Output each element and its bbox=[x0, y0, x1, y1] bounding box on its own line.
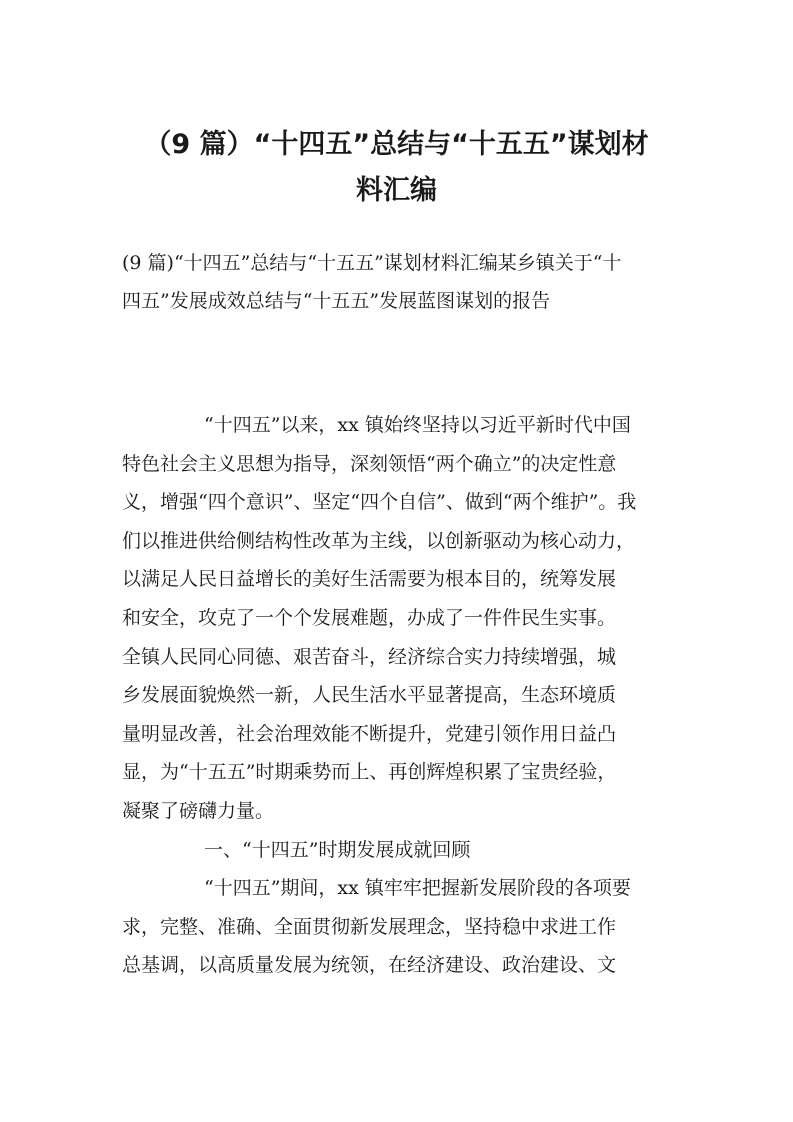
body-line-4: 们以推进供给侧结构性改革为主线，以创新驱动为核心动力， bbox=[122, 529, 636, 552]
section-heading: 一、“十四五”时期发展成就回顾 bbox=[204, 838, 471, 861]
body-line-14: 求，完整、准确、全面贯彻新发展理念，坚持稳中求进工作 bbox=[122, 915, 617, 938]
body-line-6: 和安全，攻克了一个个发展难题，办成了一件件民生实事。 bbox=[122, 606, 617, 629]
title-line-1: （9 篇）“十四五”总结与“十五五”谋划材 bbox=[144, 129, 649, 160]
body-line-3: 义，增强“四个意识”、坚定“四个自信”、做到“两个维护”。我 bbox=[122, 491, 637, 514]
body-line-13: “十四五”期间，xx 镇牢牢把握新发展阶段的各项要 bbox=[204, 877, 631, 900]
document-title bbox=[100, 122, 693, 214]
body-line-15: 总基调，以高质量发展为统领，在经济建设、政治建设、文 bbox=[122, 954, 617, 977]
body-line-5: 以满足人民日益增长的美好生活需要为根本目的，统筹发展 bbox=[122, 568, 617, 591]
body-line-1: “十四五”以来，xx 镇始终坚持以习近平新时代中国 bbox=[204, 414, 631, 436]
body-line-9: 量明显改善，社会治理效能不断提升，党建引领作用日益凸 bbox=[122, 722, 617, 745]
subtitle-line-2: 四五”发展成效总结与“十五五”发展蓝图谋划的报告 bbox=[122, 290, 551, 312]
subtitle-line-1: (9 篇)“十四五”总结与“十五五”谋划材料汇编某乡镇关于“十 bbox=[122, 252, 622, 274]
body-line-8: 乡发展面貌焕然一新，人民生活水平显著提高，生态环境质 bbox=[122, 684, 617, 707]
document-subtitle bbox=[122, 244, 682, 320]
document-body bbox=[122, 406, 682, 985]
body-line-7: 全镇人民同心同德、艰苦奋斗，经济综合实力持续增强，城 bbox=[122, 645, 617, 668]
body-line-10: 显，为“十五五”时期乘势而上、再创辉煌积累了宝贵经验， bbox=[122, 761, 617, 784]
body-line-2: 特色社会主义思想为指导，深刻领悟“两个确立”的决定性意 bbox=[122, 452, 617, 475]
title-line-2: 料汇编 bbox=[356, 175, 437, 206]
body-line-11: 凝聚了磅礴力量。 bbox=[122, 799, 275, 822]
